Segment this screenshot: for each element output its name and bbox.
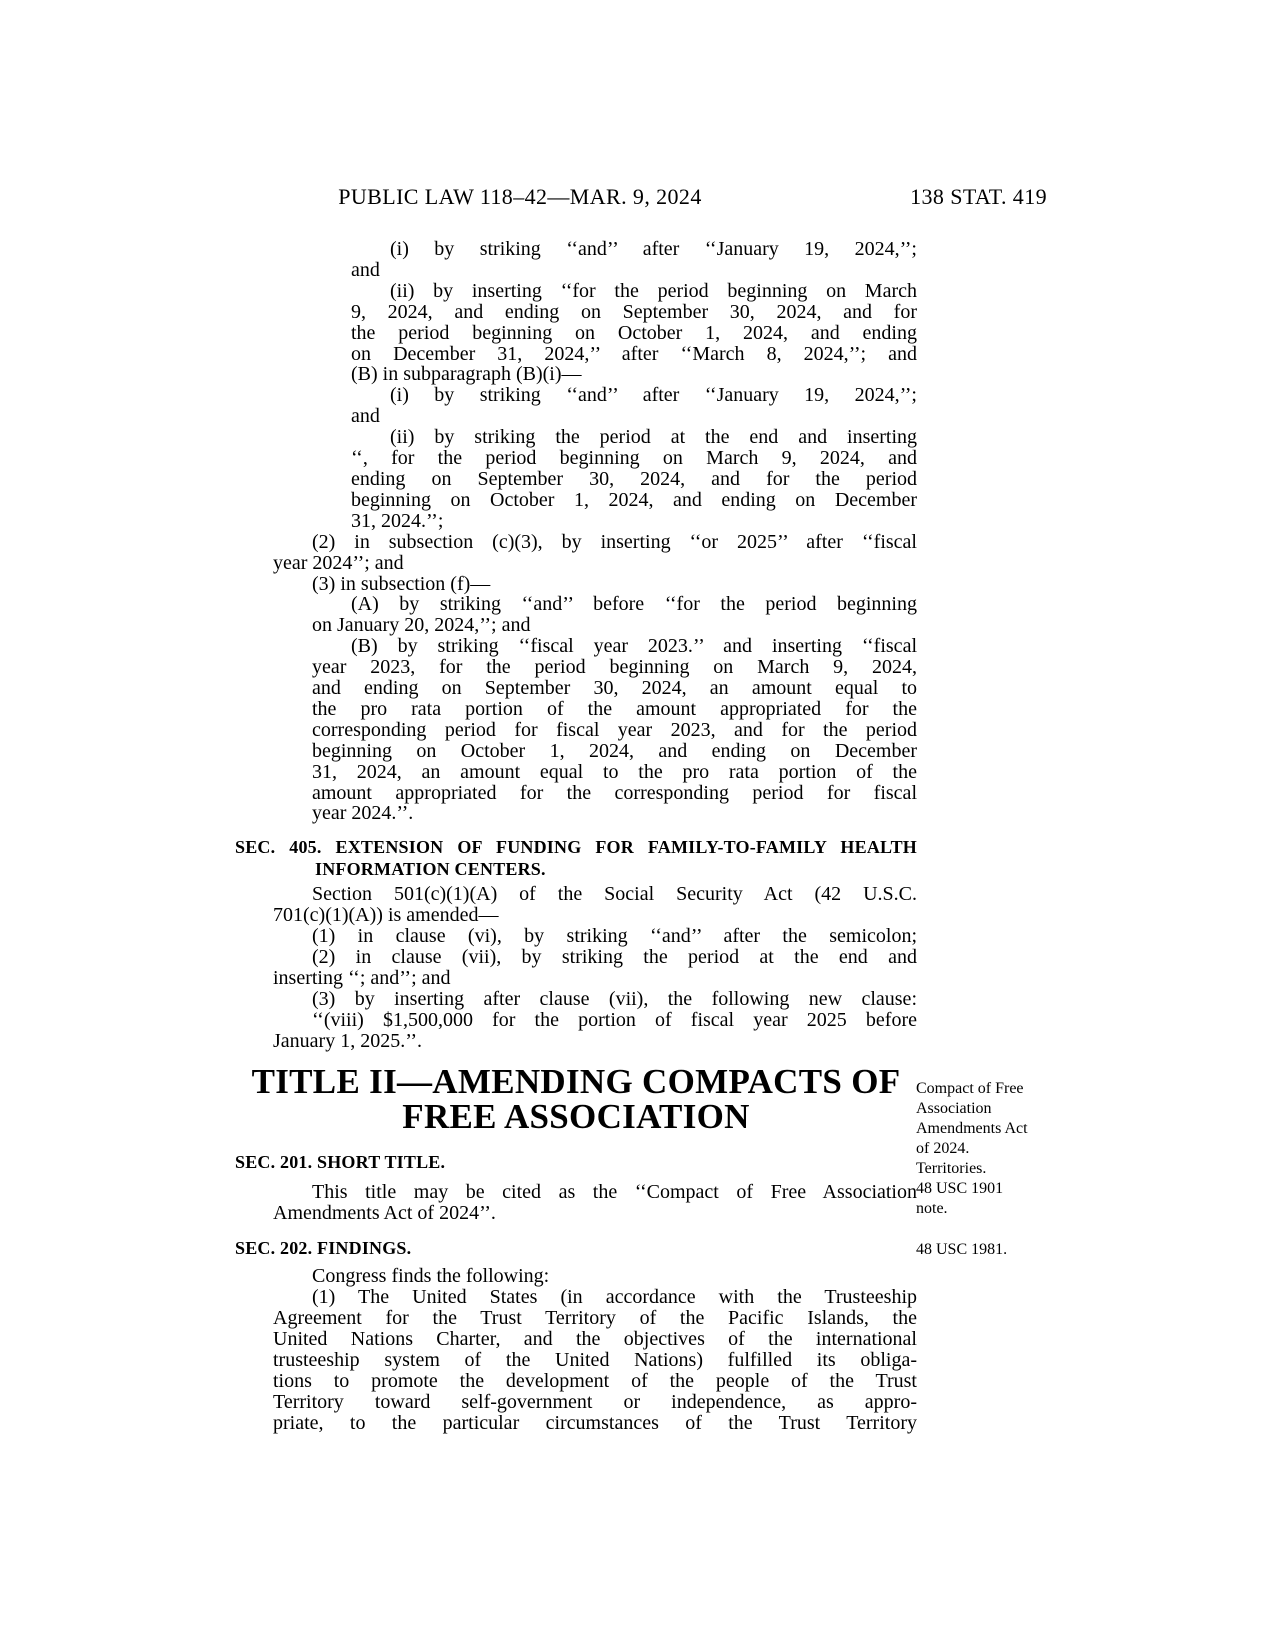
text-line: on January 20, 2024,’’; and — [312, 614, 531, 637]
text-line: 701(c)(1)(A)) is amended— — [273, 904, 499, 927]
margin-note-line: of 2024. — [916, 1140, 970, 1157]
text-line: the period beginning on October 1, 2024, and ending — [351, 321, 917, 344]
text-line: (B) by striking ‘‘fiscal year 2023.’’ and inserting ‘‘fiscal — [351, 635, 917, 658]
text-line: (B) in subparagraph (B)(i)— — [351, 363, 582, 386]
text-line: beginning on October 1, 2024, and ending on December — [351, 488, 917, 511]
text-line: inserting ‘‘; and’’; and — [273, 967, 451, 989]
margin-note-line: 48 USC 1901 — [916, 1180, 1004, 1197]
sec-201-text — [273, 1182, 917, 1224]
text-line: Territory toward self-government or independence, as appro- — [273, 1390, 917, 1413]
text-line: January 1, 2025.’’. — [273, 1029, 423, 1052]
text-line: year 2023, for the period beginning on March 9, 2024, — [312, 656, 917, 679]
text-line: United Nations Charter, and the objectives of the international — [273, 1328, 917, 1351]
text-line: trusteeship system of the United Nations) fulfilled its obliga- — [273, 1349, 917, 1372]
text-line: 31, 2024, an amount equal to the pro rata portion of the — [312, 760, 917, 783]
text-line: (1) The United States (in accordance with the Trusteeship — [312, 1286, 917, 1309]
margin-note-line: Association — [916, 1100, 992, 1117]
page-header-law-number: PUBLIC LAW 118–42—MAR. 9, 2024 — [338, 184, 702, 209]
margin-note-line: Compact of Free — [916, 1080, 1024, 1097]
section-heading-line: INFORMATION CENTERS. — [315, 858, 546, 879]
text-line: priate, to the particular circumstances of the Trust Territory — [273, 1411, 917, 1434]
text-line: and ending on September 30, 2024, an amount equal to — [312, 677, 917, 700]
margin-note — [916, 1079, 1061, 1219]
text-line: (i) by striking ‘‘and’’ after ‘‘January 19, 2024,’’; — [390, 238, 917, 260]
text-line: (ii) by striking the period at the end and inserting — [390, 426, 917, 449]
text-line: ending on September 30, 2024, and for the period — [351, 467, 917, 490]
text-line: the pro rata portion of the amount appropriated for the — [312, 697, 917, 720]
text-line: This title may be cited as the ‘‘Compact of Free Association — [312, 1181, 917, 1204]
sec-405-heading — [235, 837, 917, 880]
sec-202-findings-text — [273, 1266, 917, 1433]
margin-note-line: note. — [916, 1200, 948, 1217]
text-line: (3) in subsection (f)— — [312, 572, 491, 595]
title-line: FREE ASSOCIATION — [402, 1096, 750, 1136]
text-line: tions to promote the development of the people of the Trust — [273, 1369, 917, 1392]
section-heading-line: SEC. 201. SHORT TITLE. — [235, 1151, 446, 1172]
text-line: (A) by striking ‘‘and’’ before ‘‘for the period beginning — [351, 593, 917, 616]
margin-note-line: Amendments Act — [916, 1120, 1028, 1137]
title-line: TITLE II—AMENDING COMPACTS OF — [251, 1061, 901, 1101]
text-line: 31, 2024.’’; — [351, 509, 444, 532]
page-header-stat-number: 138 STAT. 419 — [910, 184, 1047, 209]
sec-405-text — [273, 884, 917, 1051]
text-line: ‘‘, for the period beginning on March 9, 2024, and — [351, 447, 917, 470]
text-line: and — [351, 258, 380, 281]
text-line: (2) in clause (vii), by striking the period at the end and — [312, 946, 917, 969]
text-line: beginning on October 1, 2024, and ending on December — [312, 739, 917, 762]
title-ii-heading — [235, 1061, 917, 1136]
section-heading-line: SEC. 405. EXTENSION OF FUNDING FOR FAMILY-TO-FAMILY HEALTH — [235, 837, 917, 858]
sec-202-heading — [235, 1237, 917, 1260]
text-line: 9, 2024, and ending on September 30, 2024, and for — [351, 300, 917, 323]
text-line: on December 31, 2024,’’ after ‘‘March 8, 2024,’’; and — [351, 342, 917, 365]
text-line: Congress finds the following: — [312, 1265, 550, 1288]
text-line: (ii) by inserting ‘‘for the period beginning on March — [390, 279, 917, 302]
text-line: amount appropriated for the corresponding period for fiscal — [312, 781, 917, 804]
text-line: (1) in clause (vi), by striking ‘‘and’’ after the semicolon; — [312, 925, 917, 948]
section-heading-line: SEC. 202. FINDINGS. — [235, 1237, 412, 1258]
text-line: corresponding period for fiscal year 2023, and for the period — [312, 718, 917, 741]
text-line: year 2024.’’. — [312, 802, 414, 825]
text-line: Agreement for the Trust Territory of the Pacific Islands, the — [273, 1307, 917, 1330]
text-line: year 2024’’; and — [273, 551, 404, 574]
text-line: ‘‘(viii) $1,500,000 for the portion of fiscal year 2025 before — [312, 1008, 917, 1031]
text-line: Amendments Act of 2024’’. — [273, 1202, 496, 1225]
text-line: Section 501(c)(1)(A) of the Social Security Act (42 U.S.C. — [312, 883, 917, 906]
text-line: (2) in subsection (c)(3), by inserting ‘‘or 2025’’ after ‘‘fiscal — [312, 530, 917, 553]
sec-404-amendment-clauses — [273, 239, 917, 824]
margin-note-line: Territories. — [916, 1160, 987, 1177]
margin-note — [916, 1240, 1061, 1260]
text-line: and — [351, 405, 380, 428]
text-line: (3) by inserting after clause (vii), the following new clause: — [312, 987, 917, 1010]
margin-note-line: 48 USC 1981. — [916, 1241, 1008, 1258]
sec-201-heading — [235, 1151, 917, 1174]
text-line: (i) by striking ‘‘and’’ after ‘‘January 19, 2024,’’; — [390, 384, 917, 407]
body-column — [235, 238, 917, 1434]
